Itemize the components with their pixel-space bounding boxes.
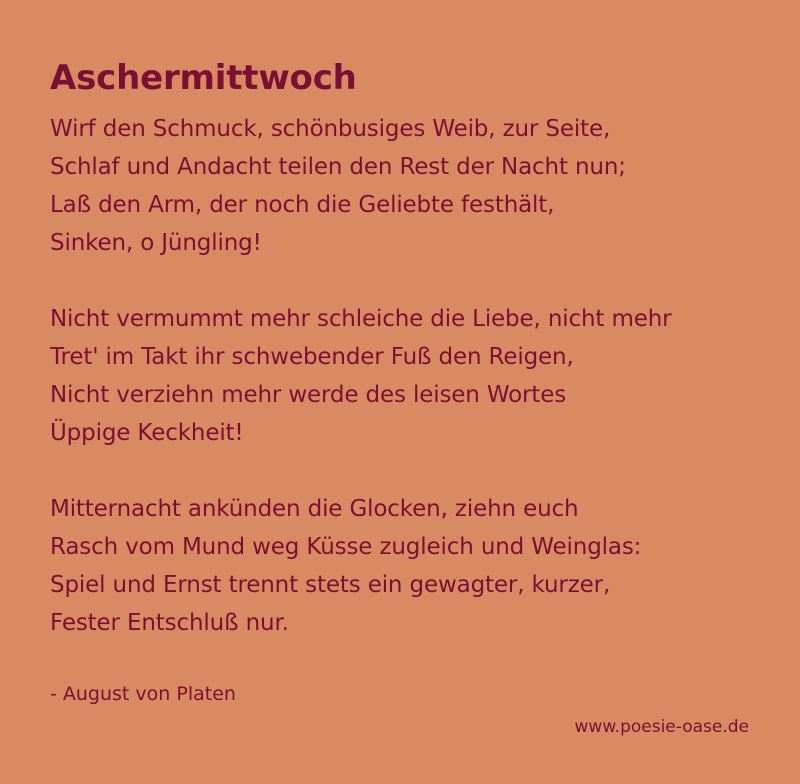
poem-line: Mitternacht ankünden die Glocken, ziehn euch	[50, 496, 579, 522]
poem-line: Nicht verziehn mehr werde des leisen Wortes	[50, 382, 567, 408]
stanza-3	[50, 490, 750, 642]
poem-author: - August von Platen	[50, 683, 236, 705]
stanza-2	[50, 300, 750, 452]
poem-line: Laß den Arm, der noch die Geliebte festhält,	[50, 192, 555, 218]
poem-title: Aschermittwoch	[50, 58, 357, 98]
poem-line: Nicht vermummt mehr schleiche die Liebe, nicht mehr	[50, 306, 672, 332]
poem-line: Fester Entschluß nur.	[50, 610, 289, 636]
poem-line: Rasch vom Mund weg Küsse zugleich und Weinglas:	[50, 534, 642, 560]
poem-line: Wirf den Schmuck, schönbusiges Weib, zur Seite,	[50, 116, 611, 142]
poem-line: Tret' im Takt ihr schwebender Fuß den Reigen,	[50, 344, 574, 370]
poem-line: Üppige Keckheit!	[50, 420, 244, 446]
stanza-1	[50, 110, 750, 262]
poem-line: Spiel und Ernst trennt stets ein gewagter, kurzer,	[50, 572, 611, 598]
poem-line: Sinken, o Jüngling!	[50, 230, 262, 256]
website-link[interactable]: www.poesie-oase.de	[574, 717, 749, 737]
poem-line: Schlaf und Andacht teilen den Rest der Nacht nun;	[50, 154, 626, 180]
